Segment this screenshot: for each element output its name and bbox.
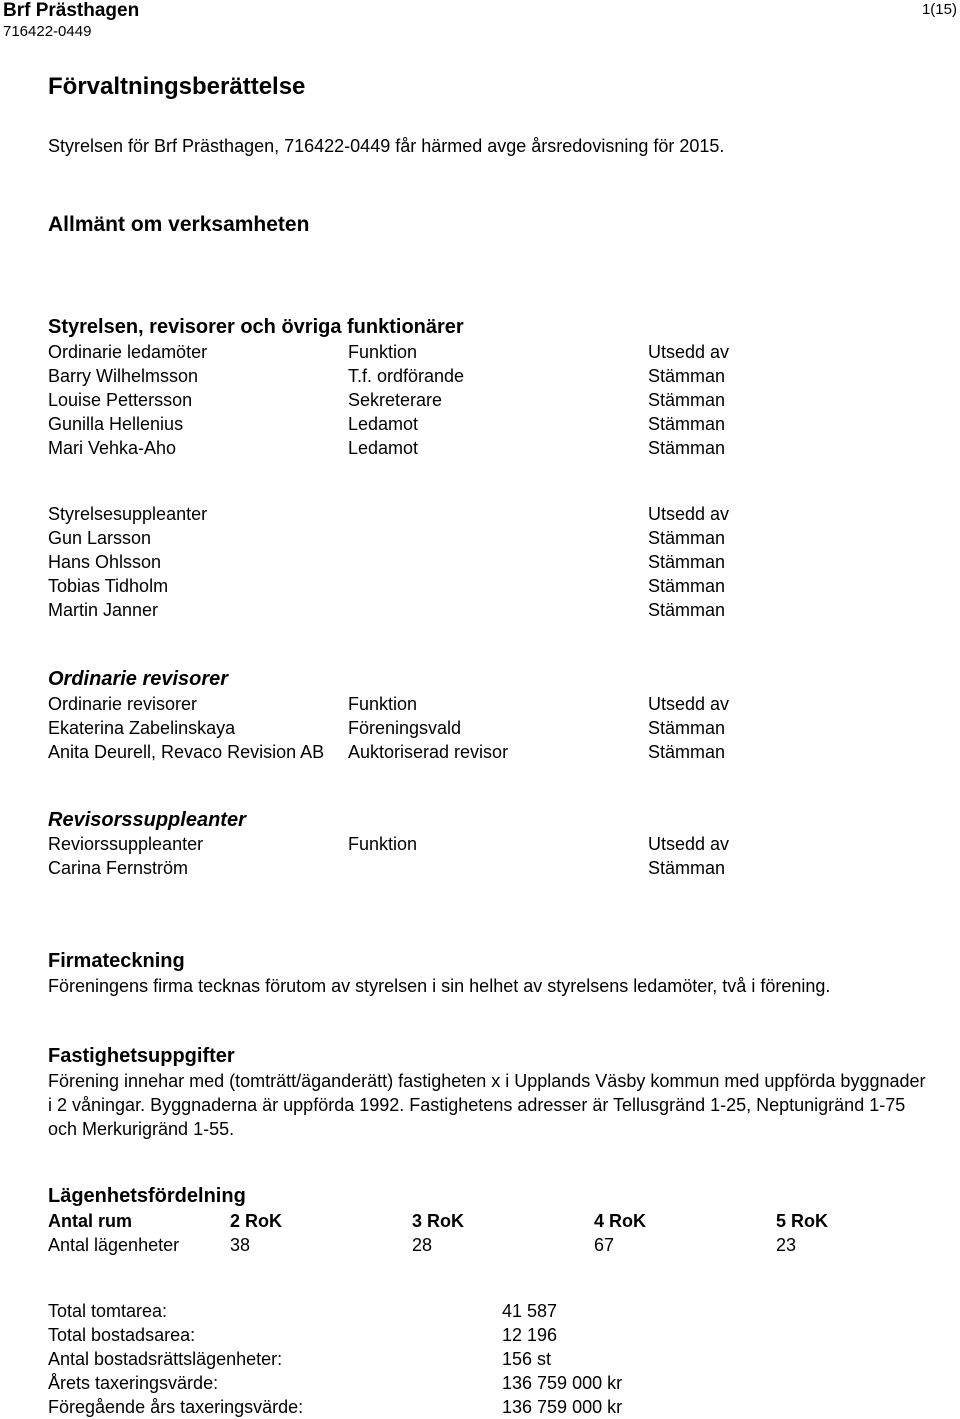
member-name: Gunilla Hellenius (48, 414, 184, 434)
column-header: Reviorssuppleanter (48, 834, 204, 854)
column-header: 3 RoK (412, 1211, 465, 1231)
member-appointed-by: Stämman (648, 366, 726, 386)
page-number: 1(15) (921, 1, 957, 18)
summary-label: Årets taxeringsvärde: (48, 1373, 219, 1393)
member-appointed-by: Stämman (648, 414, 726, 434)
member-function: Ledamot (348, 414, 419, 434)
member-name: Mari Vehka-Aho (48, 438, 177, 458)
column-header: Ordinarie revisorer (48, 694, 198, 714)
member-appointed-by: Stämman (648, 438, 726, 458)
organization-number: 716422-0449 (3, 23, 92, 40)
apartments-heading: Lägenhetsfördelning (48, 1185, 246, 1207)
apartment-count: 38 (230, 1235, 251, 1255)
column-header: Funktion (348, 694, 418, 714)
deputy-name: Tobias Tidholm (48, 576, 169, 596)
column-header: Ordinarie ledamöter (48, 342, 208, 362)
summary-value: 156 st (502, 1349, 552, 1369)
member-name: Louise Pettersson (48, 390, 193, 410)
column-header: Utsedd av (648, 342, 730, 362)
column-header: 5 RoK (776, 1211, 829, 1231)
auditor-appointed-by: Stämman (648, 742, 726, 762)
summary-label: Föregående års taxeringsvärde: (48, 1397, 304, 1417)
summary-label: Total bostadsarea: (48, 1325, 196, 1345)
column-header: Utsedd av (648, 504, 730, 524)
deputy-appointed-by: Stämman (648, 600, 726, 620)
summary-value: 136 759 000 kr (502, 1373, 623, 1393)
member-function: T.f. ordförande (348, 366, 465, 386)
apartment-count: 23 (776, 1235, 797, 1255)
column-header: 2 RoK (230, 1211, 283, 1231)
column-header: 4 RoK (594, 1211, 647, 1231)
auditors-heading: Ordinarie revisorer (48, 668, 229, 690)
summary-label: Total tomtarea: (48, 1301, 168, 1321)
deputy-appointed-by: Stämman (648, 576, 726, 596)
deputy-auditor-name: Carina Fernström (48, 858, 189, 878)
member-appointed-by: Stämman (648, 390, 726, 410)
auditor-appointed-by: Stämman (648, 718, 726, 738)
column-header: Styrelsesuppleanter (48, 504, 208, 524)
organization-name: Brf Prästhagen (3, 0, 140, 21)
property-text: Förening innehar med (tomträtt/äganderätt) fastigheten x i Upplands Väsby kommun med uppförda byggnader i 2 våningar. Byggnaderna är uppförda 1992. Fastighetens adresser är Tellusgränd 1-25, Neptunigränd 1-75 och Merkurigränd 1-55. (48, 1071, 926, 1139)
column-header: Funktion (348, 834, 418, 854)
deputy-auditors-heading: Revisorssuppleanter (48, 809, 246, 831)
deputy-appointed-by: Stämman (648, 528, 726, 548)
summary-value: 12 196 (502, 1325, 558, 1345)
summary-value: 41 587 (502, 1301, 558, 1321)
intro-text: Styrelsen för Brf Prästhagen, 716422-0449 får härmed avge årsredovisning för 2015. (48, 136, 725, 156)
apartment-count: 28 (412, 1235, 433, 1255)
auditor-function: Föreningsvald (348, 718, 462, 738)
signatory-heading: Firmateckning (48, 950, 185, 972)
column-header: Funktion (348, 342, 418, 362)
auditor-function: Auktoriserad revisor (348, 742, 509, 762)
property-heading: Fastighetsuppgifter (48, 1045, 235, 1067)
column-header: Antal rum (48, 1211, 133, 1231)
section-heading-general: Allmänt om verksamheten (48, 213, 310, 236)
deputy-name: Martin Janner (48, 600, 159, 620)
deputy-appointed-by: Stämman (648, 552, 726, 572)
summary-value: 136 759 000 kr (502, 1397, 623, 1417)
auditor-name: Ekaterina Zabelinskaya (48, 718, 236, 738)
board-heading: Styrelsen, revisorer och övriga funktionärer (48, 316, 464, 338)
apartment-count: 67 (594, 1235, 615, 1255)
deputy-auditor-appointed-by: Stämman (648, 858, 726, 878)
member-function: Sekreterare (348, 390, 443, 410)
member-function: Ledamot (348, 438, 419, 458)
column-header: Utsedd av (648, 834, 730, 854)
signatory-text: Föreningens firma tecknas förutom av styrelsen i sin helhet av styrelsens ledamöter, två i förening. (48, 976, 831, 996)
deputy-name: Gun Larsson (48, 528, 152, 548)
auditor-name: Anita Deurell, Revaco Revision AB (48, 742, 325, 762)
column-header: Utsedd av (648, 694, 730, 714)
row-label: Antal lägenheter (48, 1235, 180, 1255)
page-title: Förvaltningsberättelse (48, 73, 306, 100)
member-name: Barry Wilhelmsson (48, 366, 199, 386)
summary-label: Antal bostadsrättslägenheter: (48, 1349, 283, 1369)
deputy-name: Hans Ohlsson (48, 552, 162, 572)
